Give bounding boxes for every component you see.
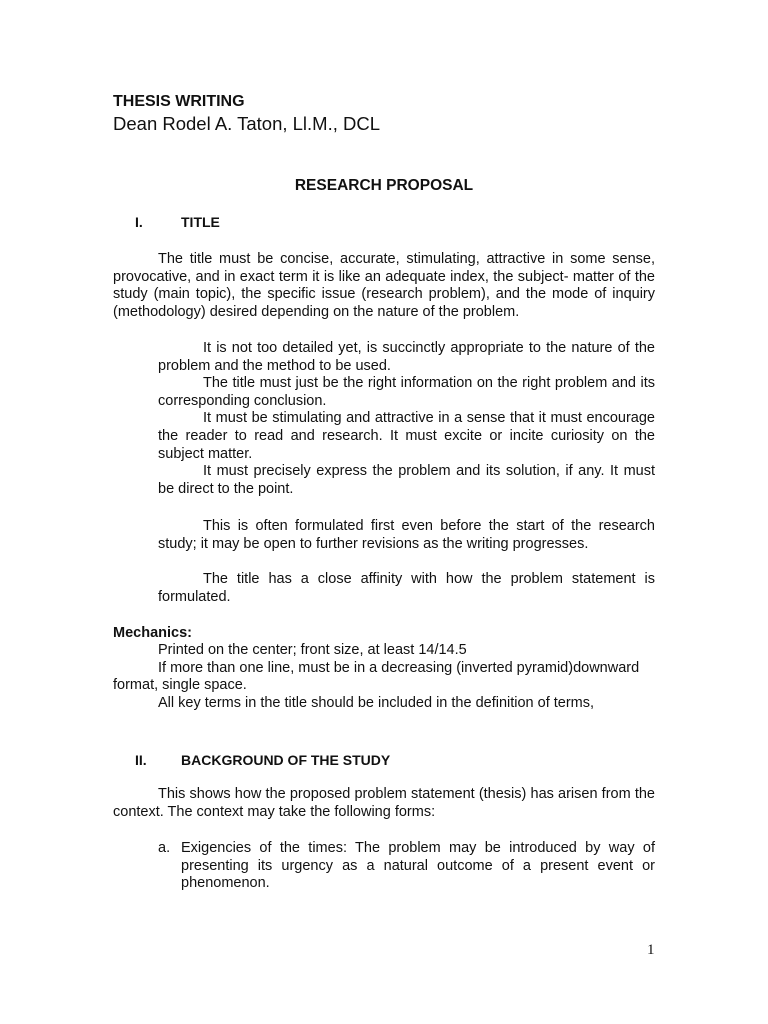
criterion-4: It must precisely express the problem and its solution, if any. It must be direct to the point. — [158, 463, 655, 497]
section-2-number: II. — [135, 752, 147, 768]
criterion-3: It must be stimulating and attractive in a sense that it must encourage the reader to read and research. It must excite or incite curiosity on the subject matter. — [158, 410, 655, 462]
section-2-intro-block — [113, 786, 655, 821]
criterion-2: The title must just be the right information on the right problem and its corresponding conclusion. — [158, 375, 655, 409]
page-number: 1 — [647, 942, 655, 958]
list-item — [158, 840, 655, 893]
mechanics-block — [113, 642, 655, 712]
note-1-block — [158, 518, 655, 553]
document-author: Dean Rodel A. Taton, Ll.M., DCL — [113, 113, 381, 134]
section-2-label: BACKGROUND OF THE STUDY — [181, 752, 391, 768]
note-2-block — [158, 571, 655, 606]
criterion-1: It is not too detailed yet, is succinctly appropriate to the nature of the problem and the method to be used. — [158, 340, 655, 374]
mechanics-item-1: Printed on the center; front size, at least 14/14.5 — [158, 642, 467, 658]
section-1-label: TITLE — [181, 214, 220, 230]
section-1-intro: The title must be concise, accurate, stimulating, attractive in some sense, provocative, and in exact term it is like an adequate index, the subject- matter of the study (main topic), the specific issue (research problem), and the mode of inquiry (methodology) desired depending on the nature of the problem. — [113, 251, 655, 320]
document-title: THESIS WRITING — [113, 93, 245, 110]
mechanics-item-3: All key terms in the title should be included in the definition of terms, — [158, 694, 595, 711]
mechanics-item-2: If more than one line, must be in a decreasing (inverted pyramid)downward format, single space. — [113, 659, 640, 694]
list-item-text: Exigencies of the times: The problem may be introduced by way of presenting its urgency as a natural outcome of a present event or phenomenon. — [181, 840, 655, 892]
section-1-note-1: This is often formulated first even before the start of the research study; it may be open to further revisions as the writing progresses. — [158, 518, 655, 552]
section-2-intro: This shows how the proposed problem statement (thesis) has arisen from the context. The context may take the following forms: — [113, 786, 655, 820]
section-1-note-2: The title has a close affinity with how the problem statement is formulated. — [158, 571, 655, 605]
main-heading: RESEARCH PROPOSAL — [294, 177, 474, 194]
section-1-number: I. — [135, 214, 143, 230]
section-1-intro-block — [113, 251, 655, 321]
mechanics-label: Mechanics: — [113, 625, 192, 641]
list-item-marker: a. — [158, 840, 171, 856]
title-criteria-block — [158, 340, 655, 498]
